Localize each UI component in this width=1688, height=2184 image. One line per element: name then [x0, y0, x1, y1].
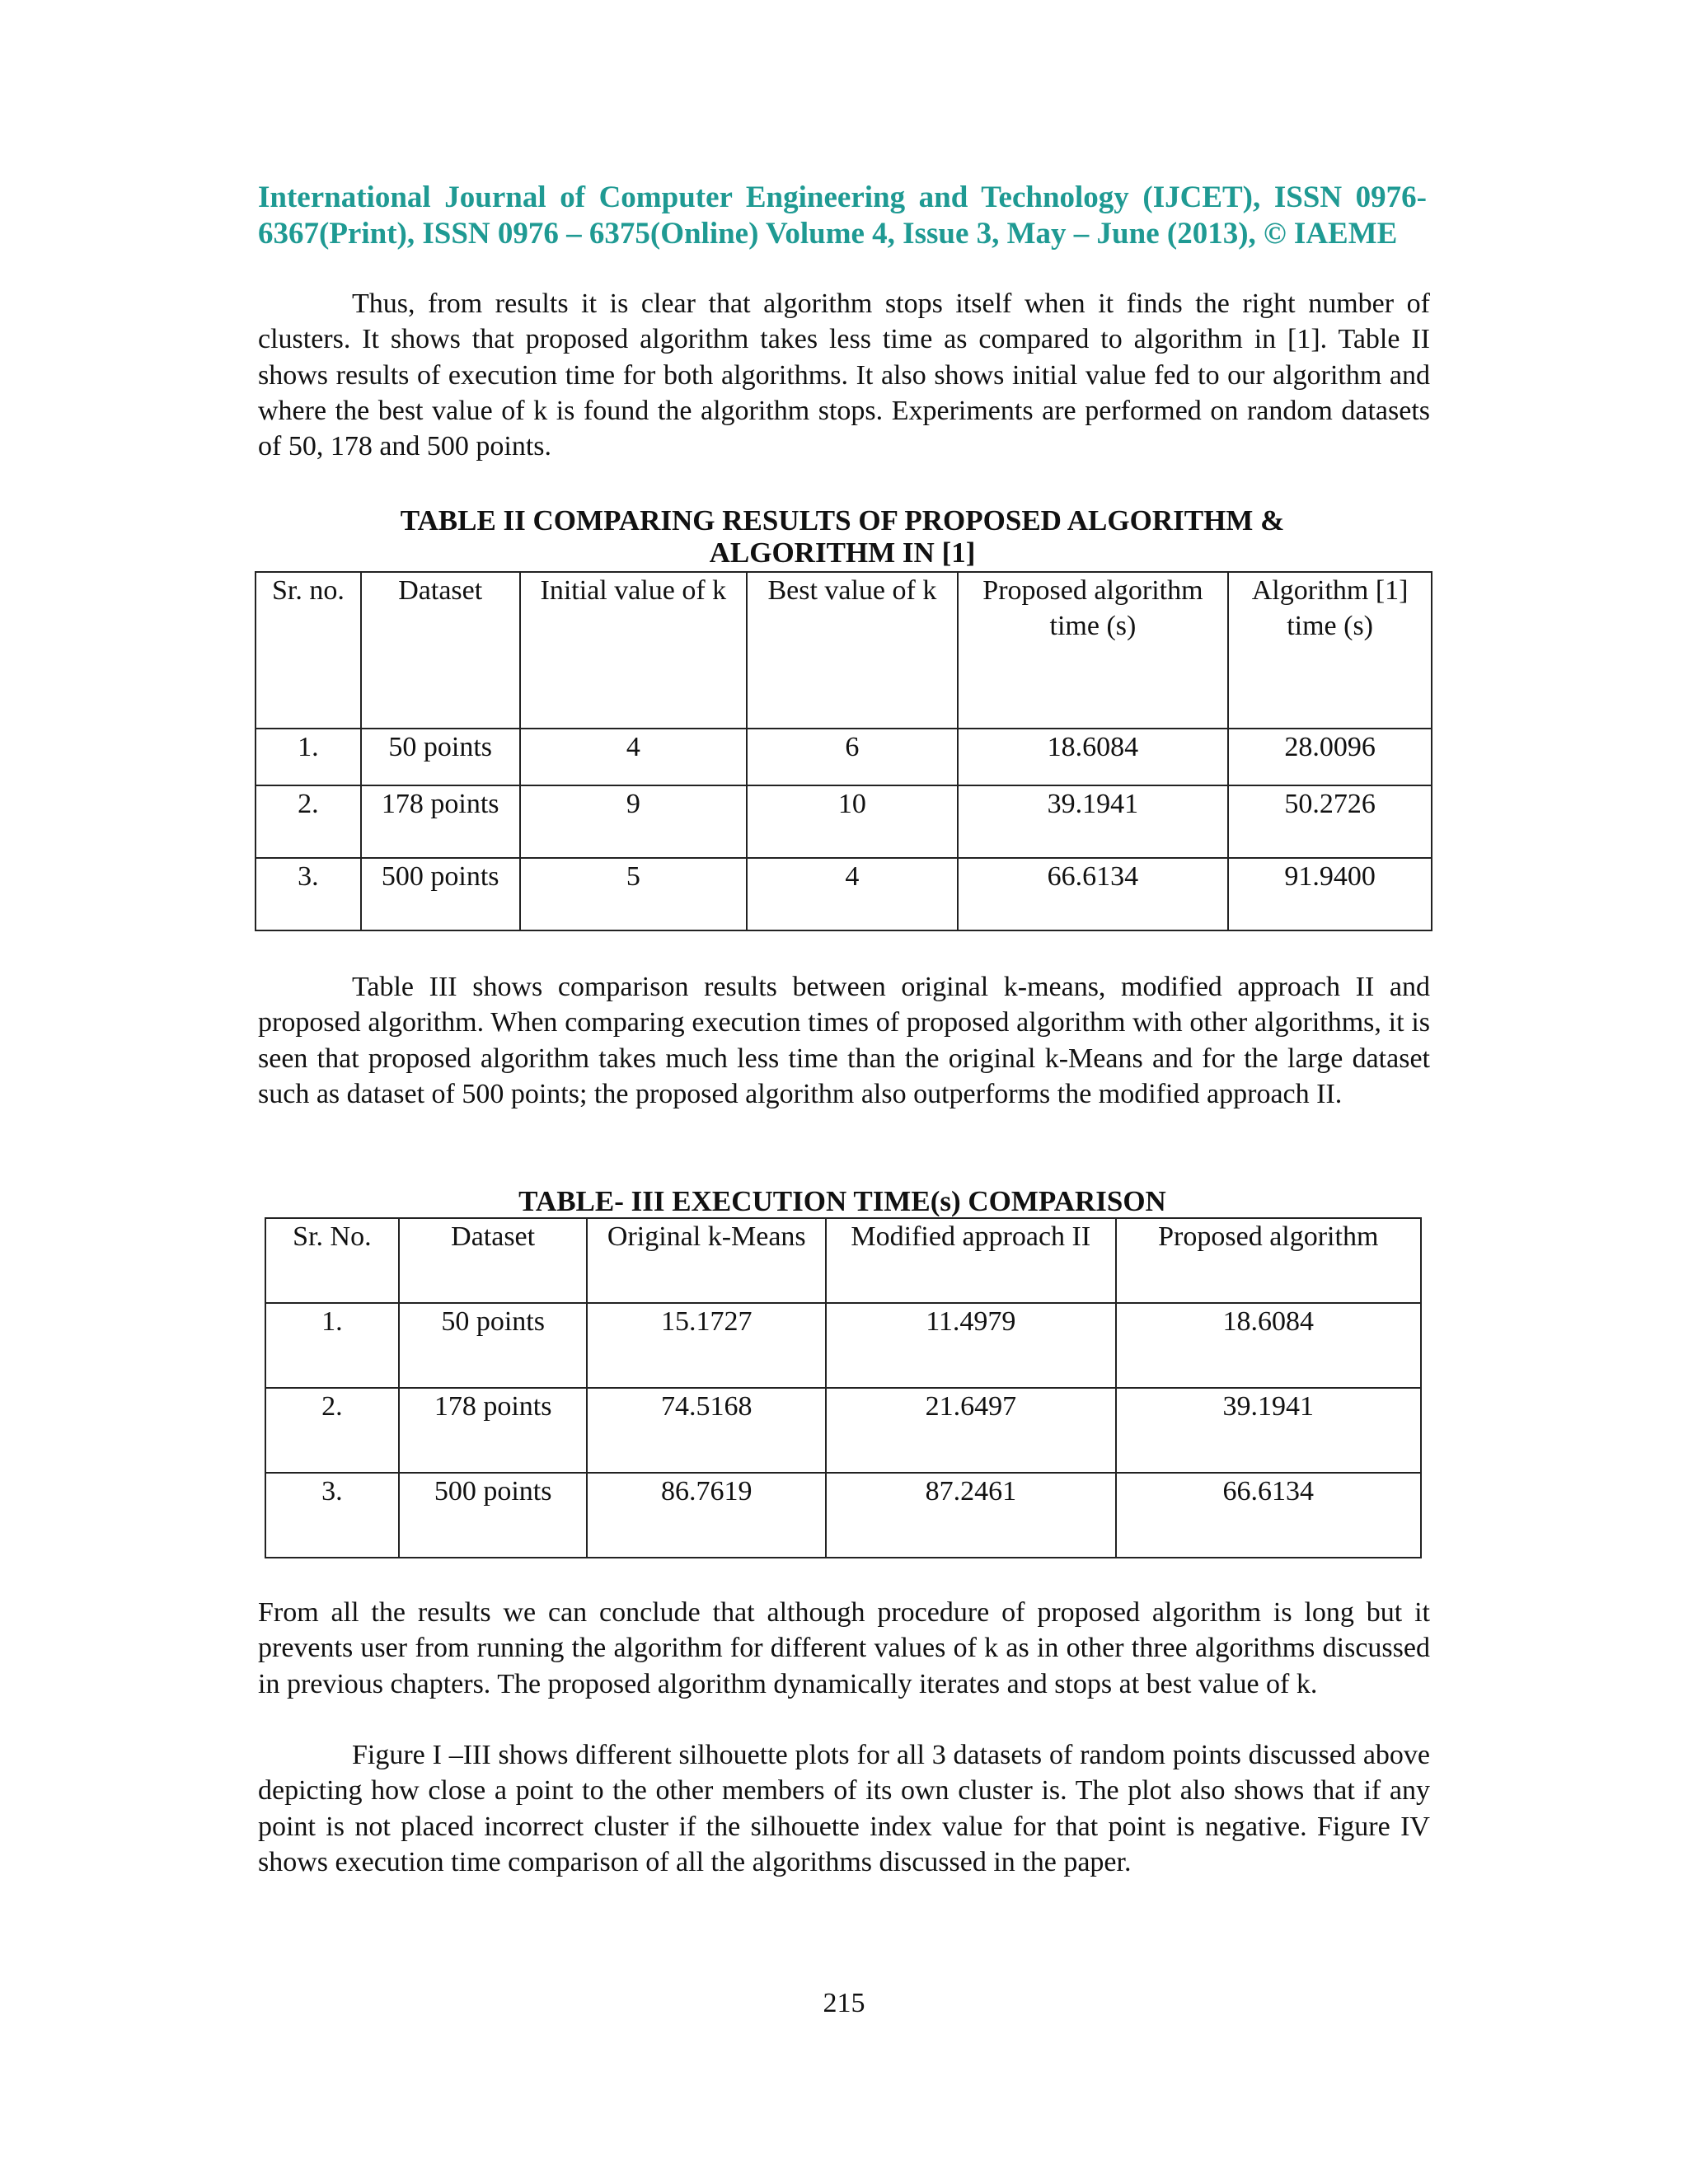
table2-title-line-1: TABLE II COMPARING RESULTS OF PROPOSED ALGORITHM & — [400, 504, 1285, 537]
table2-cell: 178 points — [361, 785, 520, 858]
table2-header-cell: Proposed algorithm time (s) — [958, 572, 1229, 729]
table2 — [255, 571, 1432, 931]
paragraph-conclusion: From all the results we can conclude that although procedure of proposed algorithm is long but it prevents user from running the algorithm for different values of k as in other three algorithms discussed in previous chapters. The proposed algorithm dynamically iterates and stops at best value of k. — [258, 1597, 1430, 1699]
table3 — [265, 1217, 1422, 1558]
table3-cell: 39.1941 — [1116, 1388, 1421, 1473]
table3-header-cell: Sr. No. — [265, 1218, 399, 1303]
table3-header-cell: Modified approach II — [826, 1218, 1115, 1303]
table2-cell: 18.6084 — [958, 729, 1229, 785]
table3-cell: 87.2461 — [826, 1473, 1115, 1558]
table2-cell: 39.1941 — [958, 785, 1229, 858]
table2-header-cell: Dataset — [361, 572, 520, 729]
table3-header-cell: Dataset — [399, 1218, 588, 1303]
table2-cell: 3. — [256, 858, 361, 930]
journal-header-line-1: International Journal of Computer Engineering and Technology (IJCET), ISSN 0976- — [258, 180, 1427, 214]
table2-cell: 4 — [747, 858, 958, 930]
table3-cell: 86.7619 — [587, 1473, 826, 1558]
table2-cell: 4 — [520, 729, 748, 785]
paragraph-table3-intro: Table III shows comparison results between original k-means, modified approach II and proposed algorithm. When comparing execution times of proposed algorithm with other algorithms, it is seen that proposed algorithm takes much less time than the original k-Means and for the large dataset such as dataset of 500 points; the proposed algorithm also outperforms the modified approach II. — [258, 972, 1430, 1109]
table2-header-cell: Initial value of k — [520, 572, 748, 729]
table3-cell: 500 points — [399, 1473, 588, 1558]
table2-cell: 2. — [256, 785, 361, 858]
table2-header-cell: Best value of k — [747, 572, 958, 729]
table2-row — [256, 785, 1432, 858]
table3-cell: 2. — [265, 1388, 399, 1473]
table2-cell: 500 points — [361, 858, 520, 930]
table3-title: TABLE- III EXECUTION TIME(s) COMPARISON — [518, 1185, 1166, 1217]
table2-cell: 50.2726 — [1228, 785, 1432, 858]
table3-cell: 11.4979 — [826, 1303, 1115, 1388]
table3-cell: 66.6134 — [1116, 1473, 1421, 1558]
table3-cell: 178 points — [399, 1388, 588, 1473]
table2-title-line-2: ALGORITHM IN [1] — [709, 537, 976, 569]
table2-header-cell: Sr. no. — [256, 572, 361, 729]
table2-cell: 66.6134 — [958, 858, 1229, 930]
table2-row — [256, 858, 1432, 930]
table3-cell: 18.6084 — [1116, 1303, 1421, 1388]
table3-cell: 1. — [265, 1303, 399, 1388]
table2-row — [256, 729, 1432, 785]
table2-header-row — [256, 572, 1432, 729]
table3-cell: 50 points — [399, 1303, 588, 1388]
table2-cell: 91.9400 — [1228, 858, 1432, 930]
journal-header-line-2: 6367(Print), ISSN 0976 – 6375(Online) Volume 4, Issue 3, May – June (2013), © IAEME — [258, 217, 1398, 251]
table2-cell: 6 — [747, 729, 958, 785]
table2-cell: 9 — [520, 785, 748, 858]
table3-cell: 3. — [265, 1473, 399, 1558]
table3-cell: 74.5168 — [587, 1388, 826, 1473]
table2-header-cell: Algorithm [1] time (s) — [1228, 572, 1432, 729]
table3-row — [265, 1388, 1421, 1473]
table3-header-cell: Proposed algorithm — [1116, 1218, 1421, 1303]
table3-header-cell: Original k-Means — [587, 1218, 826, 1303]
table2-cell: 50 points — [361, 729, 520, 785]
table3-row — [265, 1473, 1421, 1558]
table2-cell: 1. — [256, 729, 361, 785]
table3-cell: 21.6497 — [826, 1388, 1115, 1473]
table2-title — [258, 504, 1427, 569]
table2-cell: 5 — [520, 858, 748, 930]
paragraph-intro: Thus, from results it is clear that algorithm stops itself when it finds the right number of clusters. It shows that proposed algorithm takes less time as compared to algorithm in [1]. Table II shows results of execution time for both algorithms. It also shows initial value fed to our algorithm and where the best value of k is found the algorithm stops. Experiments are performed on random datasets of 50, 178 and 500 points. — [258, 288, 1430, 462]
table2-cell: 28.0096 — [1228, 729, 1432, 785]
table3-row — [265, 1303, 1421, 1388]
table2-cell: 10 — [747, 785, 958, 858]
page-number: 215 — [823, 1988, 865, 2018]
journal-header — [258, 180, 1427, 252]
table3-cell: 15.1727 — [587, 1303, 826, 1388]
table3-header-row — [265, 1218, 1421, 1303]
paragraph-figures: Figure I –III shows different silhouette plots for all 3 datasets of random points discussed above depicting how close a point to the other members of its own cluster is. The plot also shows that if any point is not placed incorrect cluster if the silhouette index value for that point is negative. Figure IV shows execution time comparison of all the algorithms discussed in the paper. — [258, 1740, 1430, 1877]
